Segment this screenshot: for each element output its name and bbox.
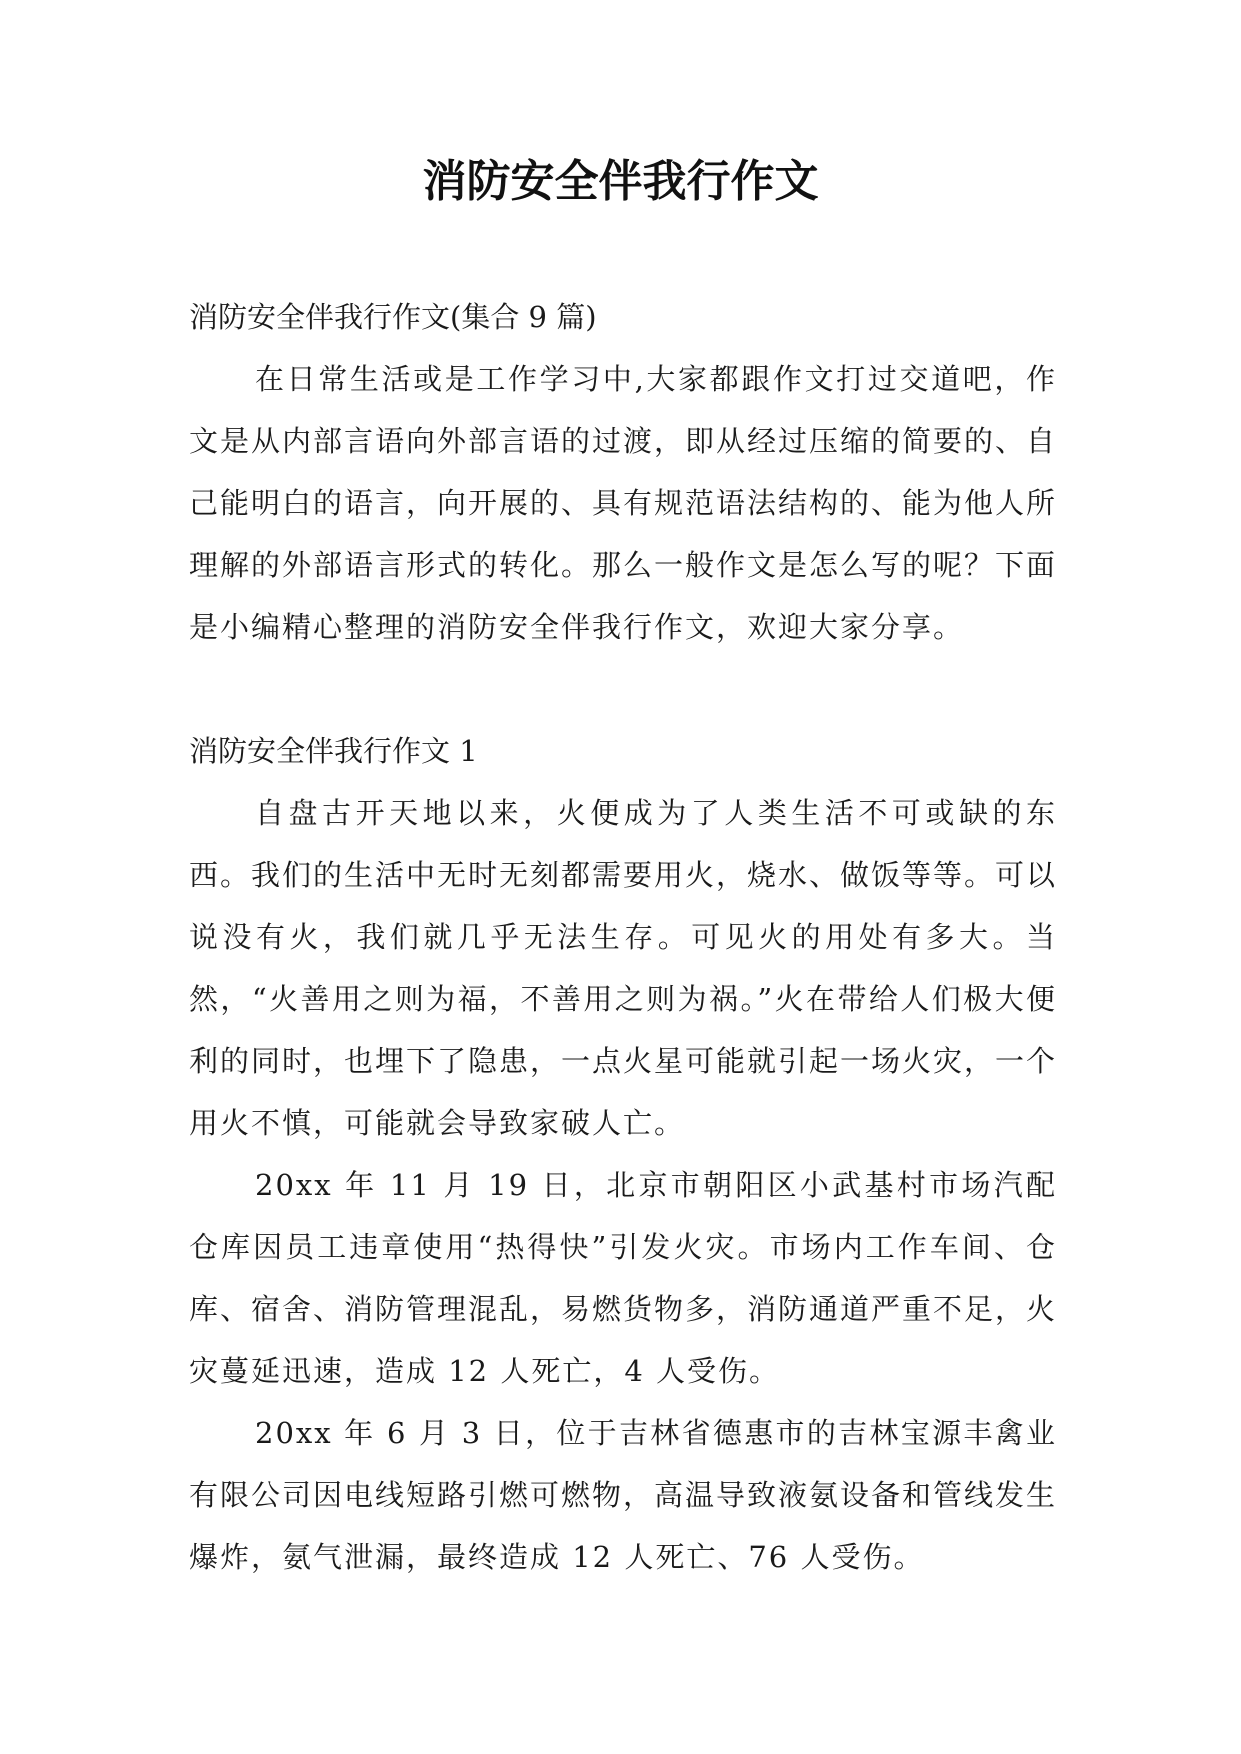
body-paragraph: 20xx 年 11 月 19 日，北京市朝阳区小武基村市场汽配仓库因员工违章使用“热得快”引发火灾。市场内工作车间、仓库、宿舍、消防管理混乱，易燃货物多，消防通道严重不足，火灾蔓延迅速，造成 12 人死亡，4 人受伤。 (189, 1168, 1058, 1388)
section-spacer (189, 658, 1057, 720)
section-heading: 消防安全伴我行作文 1 (189, 734, 478, 768)
intro-paragraph: 在日常生活或是工作学习中,大家都跟作文打过交道吧，作文是从内部言语向外部言语的过渡，即从经过压缩的简要的、自己能明白的语言，向开展的、具有规范语法结构的、能为他人所理解的外部语言形式的转化。那么一般作文是怎么写的呢？下面是小编精心整理的消防安全伴我行作文，欢迎大家分享。 (189, 362, 1058, 644)
document-body (189, 286, 1057, 1588)
body-paragraph: 20xx 年 6 月 3 日，位于吉林省德惠市的吉林宝源丰禽业有限公司因电线短路引燃可燃物，高温导致液氨设备和管线发生爆炸，氨气泄漏，最终造成 12 人死亡、76 人受伤。 (189, 1416, 1058, 1574)
document-subtitle: 消防安全伴我行作文(集合 9 篇) (189, 300, 597, 334)
document-title: 消防安全伴我行作文 (422, 156, 819, 207)
body-paragraph: 自盘古开天地以来，火便成为了人类生活不可或缺的东西。我们的生活中无时无刻都需要用火，烧水、做饭等等。可以说没有火，我们就几乎无法生存。可见火的用处有多大。当然，“火善用之则为福，不善用之则为祸。”火在带给人们极大便利的同时，也埋下了隐患，一点火星可能就引起一场火灾，一个用火不慎，可能就会导致家破人亡。 (189, 796, 1058, 1140)
